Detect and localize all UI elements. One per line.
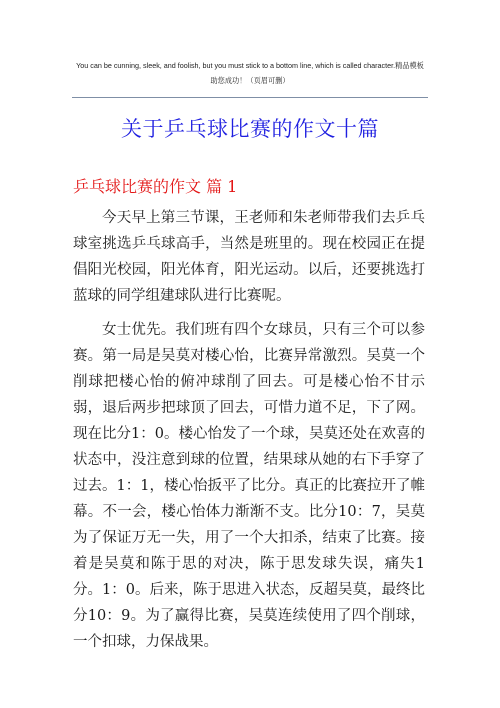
header-text <box>0 58 500 88</box>
paragraph-2: 女士优先。我们班有四个女球员，只有三个可以参赛。第一局是吴莫对楼心怡，比赛异常激烈。吴莫一个削球把楼心怡的俯冲球削了回去。可是楼心怡不甘示弱，退后两步把球顶了回去，可惜力道不足，下了网。现在比分1：0。楼心怡发了一个球，吴莫还处在欢喜的状态中，没注意到球的位置，结果球从她的右下手穿了过去。1：1，楼心怡扳平了比分。真正的比赛拉开了帷幕。不一会，楼心怡体力渐渐不支。比分10：7，吴莫为了保证万无一失，用了一个大扣杀，结束了比赛。接着是吴莫和陈于思的对决，陈于思发球失误，痛失1分。1：0。后来，陈于思进入状态，反超吴莫，最终比分10：9。为了赢得比赛，吴莫连续使用了四个削球，一个扣球，力保战果。 <box>73 322 425 650</box>
document-title: 关于乒乓球比赛的作文十篇 <box>121 117 379 141</box>
section-title: 乒乓球比赛的作文 篇 1 <box>73 177 238 196</box>
paragraph-1: 今天早上第三节课，王老师和朱老师带我们去乒乓球室挑选乒乓球高手，当然是班里的。现在校园正在提倡阳光校园，阳光体育，阳光运动。以后，还要挑选打蓝球的同学组建球队进行比赛呢。 <box>73 210 425 304</box>
header-line-2: 助您成功！（页眉可删） <box>210 76 290 85</box>
header-line-1: You can be cunning, sleek, and foolish, but you must stick to a bottom line, which is called character.精品模板 <box>76 61 424 70</box>
header-divider <box>72 97 428 98</box>
